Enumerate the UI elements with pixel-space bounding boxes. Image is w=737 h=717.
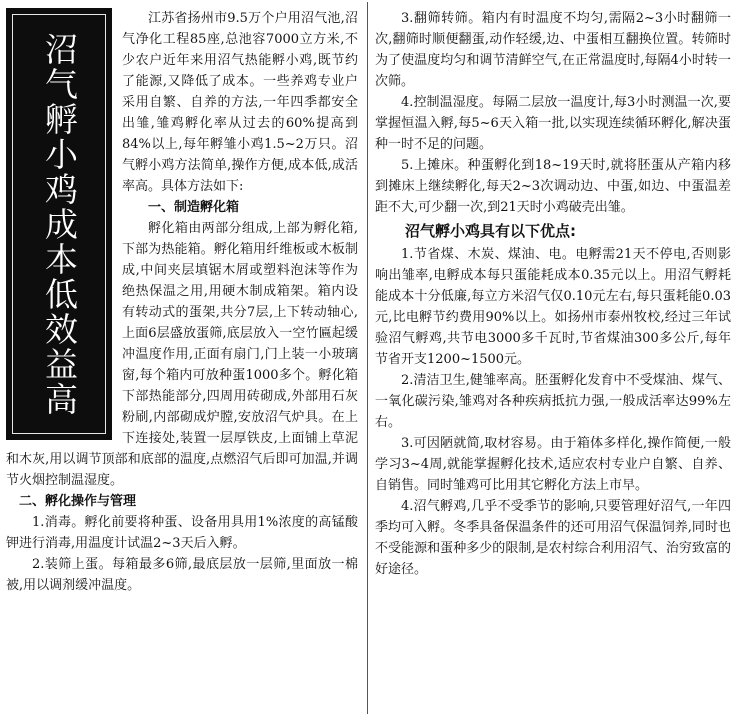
title-banner: [6, 8, 112, 440]
step-temperature-control: 4.控制温湿度。每隔二层放一温度计,每3小时测温一次,要掌握恒温入孵,每5~6天入箱一批,以实现连续循环孵化,解决蛋种一时不足的问题。: [375, 95, 731, 152]
section-heading-operation: 二、孵化操作与管理: [19, 494, 137, 509]
title-frame: [12, 14, 106, 434]
section-heading-incubator: 一、制造孵化箱: [148, 200, 240, 215]
advantage-all-seasons: 4.沼气孵鸡,几乎不受季节的影响,只要管理好沼气,一年四季均可入孵。冬季具备保温条件的还可用沼气保温饲养,同时也不受能源和蛋种多少的限制,是农村综合利用沼气、治穷致富的好途径。: [375, 499, 731, 577]
incubator-paragraph: 孵化箱由两部分组成,上部为孵化箱,下部为热能箱。孵化箱用纤维板或木板制成,中间夹层填锯木屑或塑料泡沫等作为绝热保温之用,用硬木制成箱架。箱内设有转动式的蛋架,共分7层,上下转动轴心,上面6层盛放蛋筛,底层放入一空竹匾起缓冲温度作用,正面有扇门,门上装一小玻璃窗,每个箱内可放种蛋1000多个。孵化箱下部热能部分,四周用砖砌成,外部用石灰粉刷,内部砌成炉膛,安放沼气炉具。在上下连接处,装置一层厚铁皮,上面铺上草泥和木灰,用以调节顶部和底部的温度,点燃沼气后即可加温,并调节火烟控制温湿度。: [6, 221, 358, 488]
advantage-simple-materials: 3.可因陋就简,取材容易。由于箱体多样化,操作简便,一般学习3~4周,就能掌握孵化技术,适应农村专业户自繁、自养、自销售。同时雏鸡可比用其它孵化方法上市早。: [375, 436, 731, 493]
left-column: [6, 8, 358, 714]
advantage-energy-saving: 1.节省煤、木炭、煤油、电。电孵需21天不停电,否则影响出雏率,电孵成本每只蛋能耗成本0.35元以上。用沼气孵耗能成本十分低廉,每立方米沼气仅0.10元左右,每只蛋耗能0.03元,比电孵节约费用90%以上。如扬州市泰州牧校,经过三年试验沼气孵鸡,共节电3000多千瓦时,节省煤油300多公斤,每年节省开支1200~1500元。: [375, 247, 731, 367]
step-loading-eggs: 2.装筛上蛋。每箱最多6筛,最底层放一层筛,里面放一棉被,用以调剂缓冲温度。: [6, 557, 358, 593]
advantages-heading: 沼气孵小鸡具有以下优点:: [405, 222, 576, 240]
advantage-hygiene: 2.清洁卫生,健雏率高。胚蛋孵化发育中不受煤油、煤气、一氧化碳污染,雏鸡对各种疾病抵抗力强,一般成活率达99%左右。: [375, 373, 731, 430]
intro-paragraph: 江苏省扬州市9.5万个户用沼气池,沼气净化工程85座,总池容7000立方米,不少农户近年来用沼气热能孵小鸡,既节约了能源,又降低了成本。一些养鸡专业户采用自繁、自养的方法,一年四季都安全出雏,雏鸡孵化率从过去的60%提高到84%以上,每年孵雏小鸡1.5~2万只。沼气孵小鸡方法简单,操作方便,成本低,成活率高。具体方法如下:: [122, 11, 358, 194]
right-column: [375, 8, 731, 714]
step-disinfection: 1.消毒。孵化前要将种蛋、设备用具用1%浓度的高锰酸钾进行消毒,用温度计试温2~3天后入孵。: [6, 515, 358, 551]
step-hatching-bed: 5.上摊床。种蛋孵化到18~19天时,就将胚蛋从产箱内移到摊床上继续孵化,每天2~3次调动边、中蛋,如边、中蛋温差距不大,可少翻一次,到21天时小鸡破壳出雏。: [375, 158, 731, 215]
article-title: 沼气孵小鸡成本低效益高: [40, 31, 79, 417]
step-turning: 3.翻筛转筛。箱内有时温度不均匀,需隔2~3小时翻筛一次,翻筛时顺便翻蛋,动作轻缓,边、中蛋相互翻换位置。转筛时为了使温度均匀和调节清鲜空气,在正常温度时,每隔4小时转一次筛。: [375, 11, 731, 89]
column-divider: [367, 2, 368, 714]
